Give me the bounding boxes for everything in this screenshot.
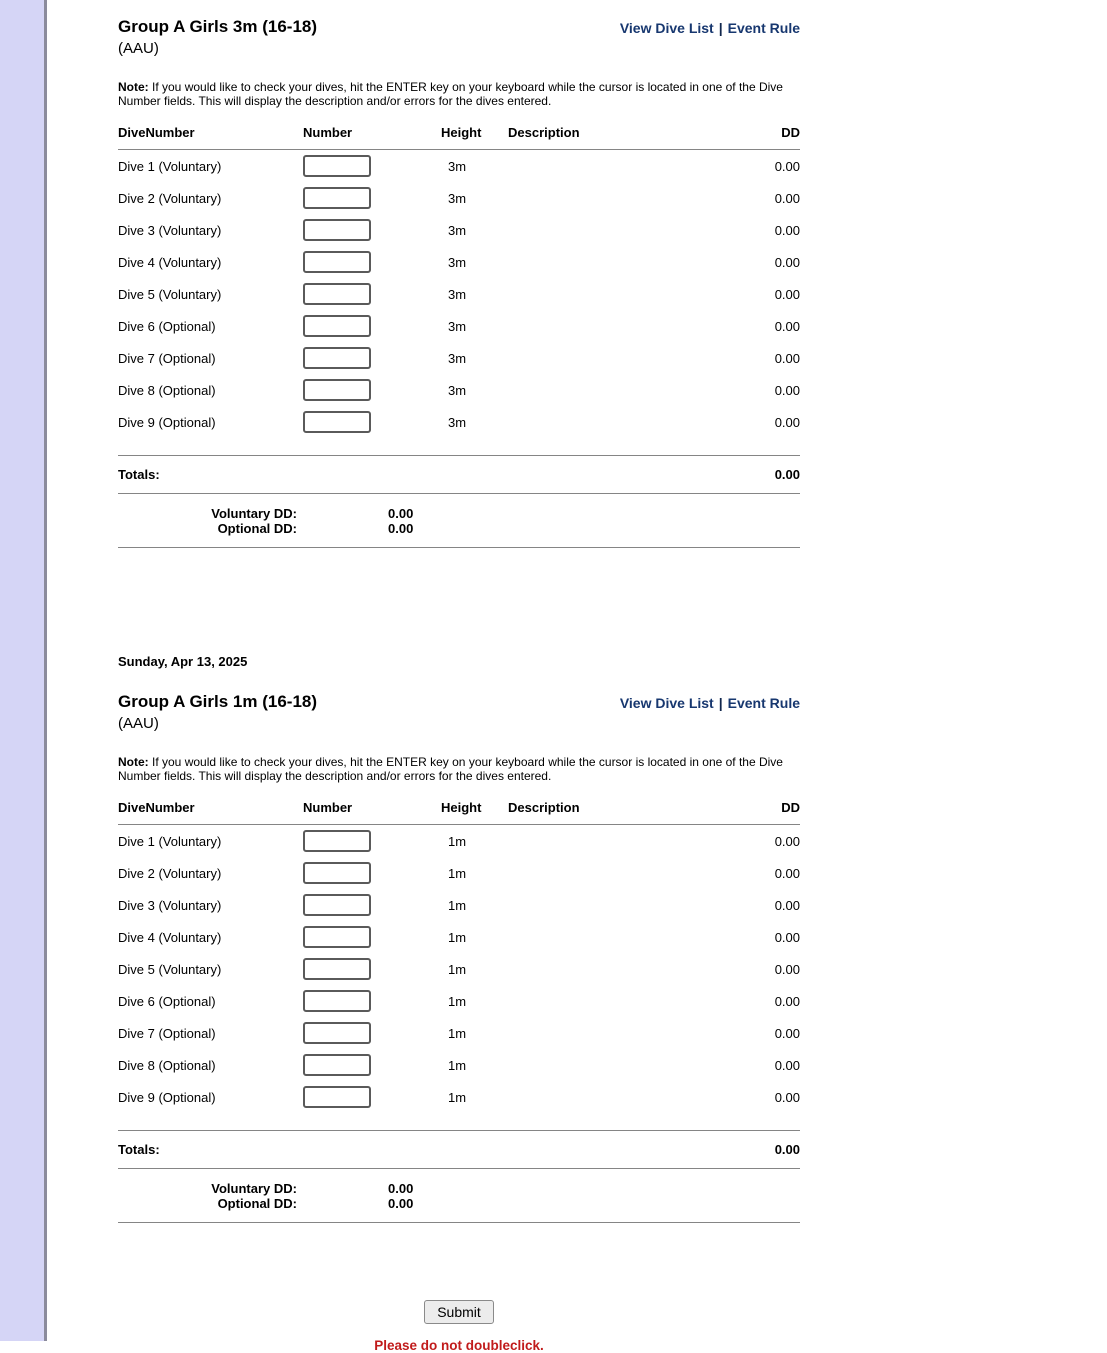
col-header-description: Description	[508, 125, 580, 140]
dive-label: Dive 7 (Optional)	[118, 350, 216, 366]
col-header-dive-number: DiveNumber	[118, 800, 195, 815]
dive-label: Dive 3 (Voluntary)	[118, 897, 222, 913]
dive-number-input[interactable]	[303, 155, 371, 177]
dive-number-input[interactable]	[303, 187, 371, 209]
dive-number-cell	[303, 155, 441, 177]
note-prefix: Note:	[118, 755, 149, 769]
divider	[118, 547, 800, 548]
event-links	[620, 694, 800, 712]
totals-value: 0.00	[774, 1142, 800, 1157]
event-rule-link[interactable]: Event Rule	[727, 20, 800, 36]
dive-row	[118, 921, 800, 953]
dive-height: 3m	[448, 318, 467, 334]
event-section-3m	[118, 17, 800, 548]
divider	[118, 1222, 800, 1223]
dive-dd: 0.00	[774, 158, 800, 174]
event-subtitle: (AAU)	[118, 40, 159, 57]
dive-number-cell	[303, 187, 441, 209]
dive-label: Dive 2 (Voluntary)	[118, 190, 222, 206]
dive-number-input[interactable]	[303, 830, 371, 852]
dive-dd: 0.00	[774, 993, 800, 1009]
dive-dd: 0.00	[774, 286, 800, 302]
link-separator: |	[718, 20, 723, 36]
dive-dd: 0.00	[774, 382, 800, 398]
totals-label: Totals:	[118, 467, 160, 482]
dive-row	[118, 214, 800, 246]
col-header-height: Height	[441, 800, 482, 815]
dive-dd: 0.00	[774, 865, 800, 881]
dive-row	[118, 342, 800, 374]
dive-number-input[interactable]	[303, 1086, 371, 1108]
note-prefix: Note:	[118, 80, 149, 94]
optional-dd-value: 0.00	[388, 521, 414, 536]
dive-number-input[interactable]	[303, 379, 371, 401]
event-section-1m	[118, 654, 800, 1223]
dive-label: Dive 5 (Voluntary)	[118, 961, 222, 977]
totals-row	[118, 456, 800, 493]
dive-label: Dive 9 (Optional)	[118, 1089, 216, 1105]
dive-dd: 0.00	[774, 350, 800, 366]
dive-dd: 0.00	[774, 414, 800, 430]
col-header-dd: DD	[781, 125, 800, 140]
submit-area	[118, 1300, 800, 1324]
note-body: If you would like to check your dives, hit the ENTER key on your keyboard while the cursor is located in one of the Dive Number fields. This will display the description and/or errors for the dives entered.	[118, 80, 783, 108]
totals-value: 0.00	[774, 467, 800, 482]
dive-row	[118, 182, 800, 214]
dive-number-cell	[303, 251, 441, 273]
event-date: Sunday, Apr 13, 2025	[118, 654, 248, 669]
dive-label: Dive 5 (Voluntary)	[118, 286, 222, 302]
event-title: Group A Girls 3m (16-18)	[118, 17, 318, 36]
dive-height: 1m	[448, 897, 467, 913]
col-header-number: Number	[303, 125, 353, 140]
dive-row	[118, 1017, 800, 1049]
dive-number-input[interactable]	[303, 894, 371, 916]
event-links	[620, 19, 800, 37]
voluntary-dd-value: 0.00	[388, 506, 414, 521]
dive-height: 3m	[448, 222, 467, 238]
dive-number-cell	[303, 1022, 441, 1044]
dive-height: 1m	[448, 1025, 467, 1041]
dive-row	[118, 1049, 800, 1081]
col-header-description: Description	[508, 800, 580, 815]
dive-entry-form	[118, 0, 800, 1353]
dive-number-input[interactable]	[303, 251, 371, 273]
dive-number-input[interactable]	[303, 990, 371, 1012]
dive-number-input[interactable]	[303, 283, 371, 305]
dive-rows	[118, 825, 800, 1113]
dive-height: 1m	[448, 993, 467, 1009]
dive-number-input[interactable]	[303, 315, 371, 337]
link-separator: |	[718, 695, 723, 711]
dive-row	[118, 1081, 800, 1113]
dive-dd: 0.00	[774, 318, 800, 334]
dive-row	[118, 825, 800, 857]
dive-dd: 0.00	[774, 190, 800, 206]
dive-height: 3m	[448, 350, 467, 366]
optional-dd-label: Optional DD:	[217, 1196, 297, 1211]
dive-number-cell	[303, 862, 441, 884]
dive-number-cell	[303, 990, 441, 1012]
dd-summary	[118, 1169, 800, 1222]
view-dive-list-link[interactable]: View Dive List	[619, 695, 714, 711]
left-rail	[0, 0, 47, 1341]
dive-number-cell	[303, 926, 441, 948]
dive-height: 1m	[448, 865, 467, 881]
voluntary-dd-label: Voluntary DD:	[211, 506, 297, 521]
col-header-height: Height	[441, 125, 482, 140]
submit-button[interactable]: Submit	[424, 1300, 494, 1324]
dive-number-cell	[303, 347, 441, 369]
dive-row	[118, 985, 800, 1017]
dive-row	[118, 857, 800, 889]
dive-row	[118, 310, 800, 342]
col-header-dd: DD	[781, 800, 800, 815]
event-title: Group A Girls 1m (16-18)	[118, 692, 318, 711]
dive-row	[118, 406, 800, 438]
dive-number-cell	[303, 1086, 441, 1108]
dive-dd: 0.00	[774, 897, 800, 913]
voluntary-dd-value: 0.00	[388, 1181, 414, 1196]
dive-height: 1m	[448, 833, 467, 849]
dive-dd: 0.00	[774, 222, 800, 238]
dive-number-input[interactable]	[303, 862, 371, 884]
dive-height: 3m	[448, 158, 467, 174]
dive-height: 3m	[448, 190, 467, 206]
dive-label: Dive 6 (Optional)	[118, 993, 216, 1009]
voluntary-dd-label: Voluntary DD:	[211, 1181, 297, 1196]
dive-number-cell	[303, 894, 441, 916]
note-text	[118, 756, 800, 783]
dive-label: Dive 6 (Optional)	[118, 318, 216, 334]
dive-number-input[interactable]	[303, 219, 371, 241]
event-header	[118, 692, 800, 733]
dive-row	[118, 953, 800, 985]
event-rule-link[interactable]: Event Rule	[727, 695, 800, 711]
col-header-dive-number: DiveNumber	[118, 125, 195, 140]
dive-label: Dive 4 (Voluntary)	[118, 254, 222, 270]
dive-number-cell	[303, 379, 441, 401]
dive-row	[118, 889, 800, 921]
dive-number-cell	[303, 283, 441, 305]
dive-height: 1m	[448, 929, 467, 945]
dive-label: Dive 8 (Optional)	[118, 382, 216, 398]
dive-label: Dive 4 (Voluntary)	[118, 929, 222, 945]
dive-number-cell	[303, 1054, 441, 1076]
dive-dd: 0.00	[774, 961, 800, 977]
dive-height: 1m	[448, 1089, 467, 1105]
totals-row	[118, 1131, 800, 1168]
dive-number-input[interactable]	[303, 958, 371, 980]
dive-number-input[interactable]	[303, 926, 371, 948]
col-header-number: Number	[303, 800, 353, 815]
dive-height: 1m	[448, 961, 467, 977]
event-header	[118, 17, 800, 58]
dive-number-cell	[303, 958, 441, 980]
dive-dd: 0.00	[774, 1089, 800, 1105]
dive-dd: 0.00	[774, 1057, 800, 1073]
dive-height: 3m	[448, 414, 467, 430]
dive-label: Dive 1 (Voluntary)	[118, 158, 222, 174]
optional-dd-value: 0.00	[388, 1196, 414, 1211]
doubleclick-warning: Please do not doubleclick.	[374, 1338, 544, 1353]
main-content	[47, 0, 1107, 1353]
dive-height: 1m	[448, 1057, 467, 1073]
dive-dd: 0.00	[774, 254, 800, 270]
note-body: If you would like to check your dives, hit the ENTER key on your keyboard while the cursor is located in one of the Dive Number fields. This will display the description and/or errors for the dives entered.	[118, 755, 783, 783]
dive-row	[118, 374, 800, 406]
dive-number-cell	[303, 830, 441, 852]
dive-label: Dive 9 (Optional)	[118, 414, 216, 430]
dive-row	[118, 278, 800, 310]
dive-number-input[interactable]	[303, 1054, 371, 1076]
dive-row	[118, 150, 800, 182]
dive-dd: 0.00	[774, 1025, 800, 1041]
dive-label: Dive 2 (Voluntary)	[118, 865, 222, 881]
table-header-row	[118, 797, 800, 815]
totals-label: Totals:	[118, 1142, 160, 1157]
dive-dd: 0.00	[774, 929, 800, 945]
dive-rows	[118, 150, 800, 438]
dive-height: 3m	[448, 286, 467, 302]
table-header-row	[118, 122, 800, 140]
dive-height: 3m	[448, 382, 467, 398]
view-dive-list-link[interactable]: View Dive List	[619, 20, 714, 36]
dive-dd: 0.00	[774, 833, 800, 849]
dive-height: 3m	[448, 254, 467, 270]
dive-number-cell	[303, 219, 441, 241]
dive-row	[118, 246, 800, 278]
dive-label: Dive 3 (Voluntary)	[118, 222, 222, 238]
dd-summary	[118, 494, 800, 547]
dive-label: Dive 1 (Voluntary)	[118, 833, 222, 849]
dive-number-input[interactable]	[303, 347, 371, 369]
dive-number-input[interactable]	[303, 1022, 371, 1044]
dive-number-cell	[303, 315, 441, 337]
note-text	[118, 81, 800, 108]
dive-number-input[interactable]	[303, 411, 371, 433]
dive-number-cell	[303, 411, 441, 433]
dive-label: Dive 7 (Optional)	[118, 1025, 216, 1041]
dive-label: Dive 8 (Optional)	[118, 1057, 216, 1073]
event-subtitle: (AAU)	[118, 715, 159, 732]
optional-dd-label: Optional DD:	[217, 521, 297, 536]
